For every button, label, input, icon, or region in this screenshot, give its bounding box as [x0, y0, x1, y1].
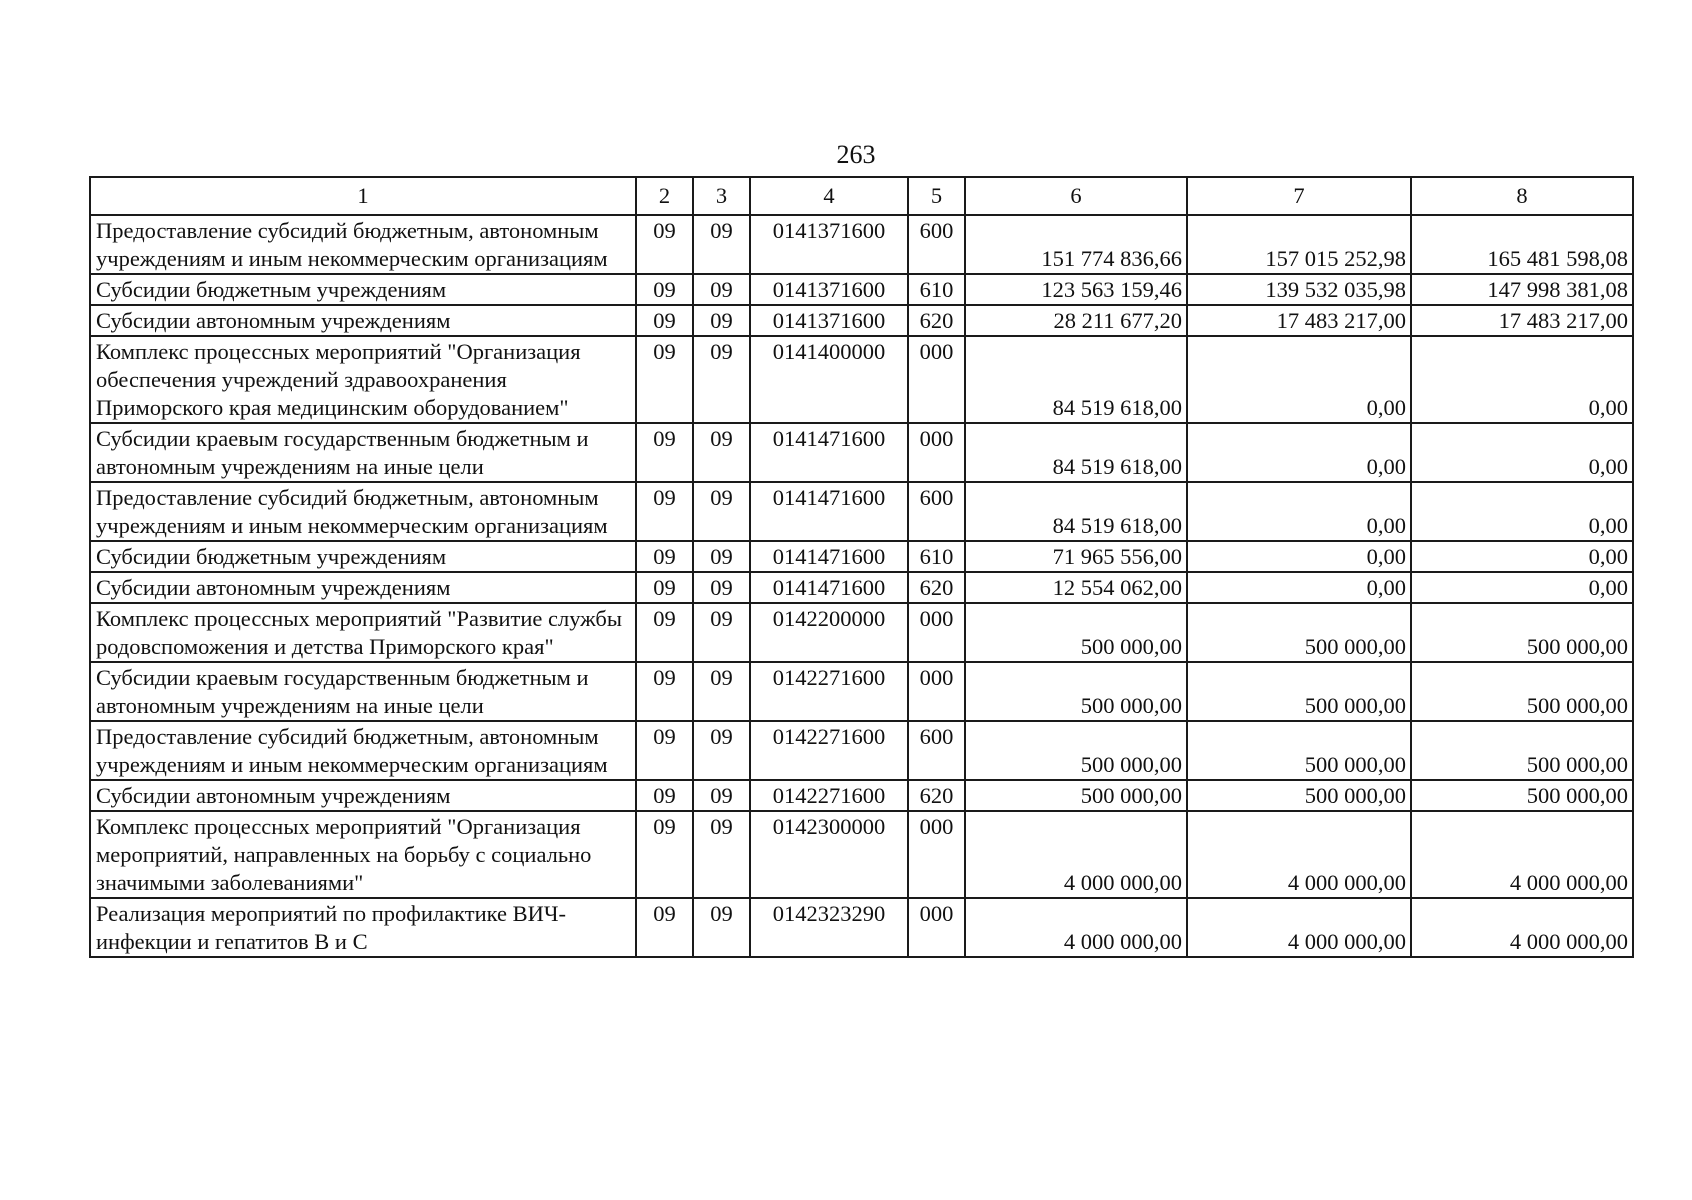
row-amount: 500 000,00 — [1411, 662, 1633, 721]
row-amount: 157 015 252,98 — [1187, 215, 1411, 274]
row-amount: 0,00 — [1187, 423, 1411, 482]
row-name: Комплекс процессных мероприятий "Развитие службы родовспоможения и детства Приморского края" — [90, 603, 636, 662]
row-code: 0141471600 — [750, 541, 908, 572]
row-amount: 139 532 035,98 — [1187, 274, 1411, 305]
row-amount: 17 483 217,00 — [1187, 305, 1411, 336]
row-code: 09 — [636, 541, 693, 572]
row-amount: 4 000 000,00 — [1411, 811, 1633, 898]
row-name: Субсидии краевым государственным бюджетным и автономным учреждениям на иные цели — [90, 423, 636, 482]
row-amount: 0,00 — [1187, 336, 1411, 423]
row-code: 09 — [693, 603, 750, 662]
row-amount: 0,00 — [1411, 336, 1633, 423]
row-amount: 12 554 062,00 — [965, 572, 1187, 603]
table-row — [90, 541, 1633, 572]
row-code: 09 — [693, 572, 750, 603]
row-code: 09 — [693, 662, 750, 721]
row-name: Реализация мероприятий по профилактике ВИЧ-инфекции и гепатитов В и С — [90, 898, 636, 957]
table-row — [90, 274, 1633, 305]
column-header: 6 — [965, 177, 1187, 215]
row-code: 600 — [908, 482, 965, 541]
row-amount: 0,00 — [1187, 572, 1411, 603]
row-name: Предоставление субсидий бюджетным, автономным учреждениям и иным некоммерческим организациям — [90, 215, 636, 274]
table-row — [90, 215, 1633, 274]
row-code: 09 — [693, 305, 750, 336]
row-code: 09 — [693, 274, 750, 305]
row-amount: 500 000,00 — [965, 603, 1187, 662]
row-code: 09 — [693, 215, 750, 274]
row-amount: 500 000,00 — [1187, 721, 1411, 780]
row-code: 0142200000 — [750, 603, 908, 662]
row-code: 09 — [693, 721, 750, 780]
row-code: 610 — [908, 541, 965, 572]
row-amount: 500 000,00 — [965, 721, 1187, 780]
row-amount: 17 483 217,00 — [1411, 305, 1633, 336]
row-code: 09 — [636, 572, 693, 603]
row-amount: 500 000,00 — [1411, 780, 1633, 811]
row-name: Субсидии бюджетным учреждениям — [90, 274, 636, 305]
row-code: 09 — [693, 780, 750, 811]
row-amount: 4 000 000,00 — [965, 811, 1187, 898]
row-amount: 0,00 — [1187, 541, 1411, 572]
row-name: Субсидии краевым государственным бюджетным и автономным учреждениям на иные цели — [90, 662, 636, 721]
row-code: 09 — [636, 215, 693, 274]
row-amount: 4 000 000,00 — [1411, 898, 1633, 957]
row-amount: 123 563 159,46 — [965, 274, 1187, 305]
row-amount: 0,00 — [1411, 482, 1633, 541]
row-amount: 4 000 000,00 — [1187, 898, 1411, 957]
row-code: 620 — [908, 780, 965, 811]
row-code: 0141471600 — [750, 423, 908, 482]
row-amount: 147 998 381,08 — [1411, 274, 1633, 305]
row-amount: 84 519 618,00 — [965, 423, 1187, 482]
row-code: 000 — [908, 898, 965, 957]
row-amount: 4 000 000,00 — [1187, 811, 1411, 898]
row-code: 09 — [693, 541, 750, 572]
row-code: 0141471600 — [750, 482, 908, 541]
table-row — [90, 811, 1633, 898]
row-amount: 500 000,00 — [965, 662, 1187, 721]
header-row — [90, 177, 1633, 215]
table-row — [90, 898, 1633, 957]
row-code: 000 — [908, 423, 965, 482]
row-name: Комплекс процессных мероприятий "Организация мероприятий, направленных на борьбу с социально значимыми заболеваниями" — [90, 811, 636, 898]
row-amount: 84 519 618,00 — [965, 336, 1187, 423]
row-code: 09 — [693, 811, 750, 898]
table-row — [90, 423, 1633, 482]
row-code: 0142271600 — [750, 662, 908, 721]
row-amount: 500 000,00 — [1187, 662, 1411, 721]
table-row — [90, 336, 1633, 423]
row-code: 000 — [908, 662, 965, 721]
row-amount: 500 000,00 — [1187, 603, 1411, 662]
page-number: 263 — [836, 140, 876, 169]
row-code: 0142271600 — [750, 780, 908, 811]
row-code: 0141371600 — [750, 274, 908, 305]
row-amount: 165 481 598,08 — [1411, 215, 1633, 274]
column-header: 8 — [1411, 177, 1633, 215]
column-header: 7 — [1187, 177, 1411, 215]
row-code: 09 — [693, 423, 750, 482]
row-name: Субсидии бюджетным учреждениям — [90, 541, 636, 572]
row-name: Предоставление субсидий бюджетным, автономным учреждениям и иным некоммерческим организациям — [90, 721, 636, 780]
row-code: 09 — [636, 423, 693, 482]
row-code: 09 — [636, 662, 693, 721]
row-code: 0141400000 — [750, 336, 908, 423]
row-code: 0142300000 — [750, 811, 908, 898]
row-name: Комплекс процессных мероприятий "Организация обеспечения учреждений здравоохранения Приморского края медицинским оборудованием" — [90, 336, 636, 423]
column-header: 2 — [636, 177, 693, 215]
row-name: Субсидии автономным учреждениям — [90, 305, 636, 336]
row-code: 620 — [908, 572, 965, 603]
column-header: 1 — [90, 177, 636, 215]
row-amount: 0,00 — [1411, 423, 1633, 482]
row-code: 09 — [636, 482, 693, 541]
row-code: 0142271600 — [750, 721, 908, 780]
column-header: 4 — [750, 177, 908, 215]
row-code: 000 — [908, 336, 965, 423]
row-amount: 4 000 000,00 — [965, 898, 1187, 957]
row-code: 0141371600 — [750, 215, 908, 274]
row-amount: 500 000,00 — [1411, 603, 1633, 662]
table-row — [90, 603, 1633, 662]
table-row — [90, 780, 1633, 811]
table-row — [90, 721, 1633, 780]
row-name: Субсидии автономным учреждениям — [90, 572, 636, 603]
row-amount: 0,00 — [1411, 572, 1633, 603]
table-row — [90, 572, 1633, 603]
budget-table — [89, 176, 1634, 958]
row-code: 600 — [908, 721, 965, 780]
row-amount: 500 000,00 — [1411, 721, 1633, 780]
row-code: 09 — [693, 336, 750, 423]
row-amount: 500 000,00 — [1187, 780, 1411, 811]
row-code: 000 — [908, 811, 965, 898]
table-row — [90, 305, 1633, 336]
row-amount: 71 965 556,00 — [965, 541, 1187, 572]
row-amount: 0,00 — [1411, 541, 1633, 572]
column-header: 5 — [908, 177, 965, 215]
row-amount: 28 211 677,20 — [965, 305, 1187, 336]
row-amount: 0,00 — [1187, 482, 1411, 541]
row-code: 09 — [693, 482, 750, 541]
row-amount: 500 000,00 — [965, 780, 1187, 811]
row-code: 09 — [636, 274, 693, 305]
row-code: 0142323290 — [750, 898, 908, 957]
row-code: 620 — [908, 305, 965, 336]
row-code: 09 — [693, 898, 750, 957]
column-header: 3 — [693, 177, 750, 215]
row-code: 09 — [636, 336, 693, 423]
row-name: Субсидии автономным учреждениям — [90, 780, 636, 811]
row-code: 09 — [636, 898, 693, 957]
row-code: 09 — [636, 721, 693, 780]
row-amount: 151 774 836,66 — [965, 215, 1187, 274]
row-code: 0141371600 — [750, 305, 908, 336]
row-code: 000 — [908, 603, 965, 662]
row-code: 09 — [636, 305, 693, 336]
row-amount: 84 519 618,00 — [965, 482, 1187, 541]
row-code: 09 — [636, 603, 693, 662]
row-code: 600 — [908, 215, 965, 274]
row-code: 09 — [636, 780, 693, 811]
table-row — [90, 482, 1633, 541]
row-name: Предоставление субсидий бюджетным, автономным учреждениям и иным некоммерческим организациям — [90, 482, 636, 541]
table-row — [90, 662, 1633, 721]
row-code: 610 — [908, 274, 965, 305]
row-code: 09 — [636, 811, 693, 898]
row-code: 0141471600 — [750, 572, 908, 603]
